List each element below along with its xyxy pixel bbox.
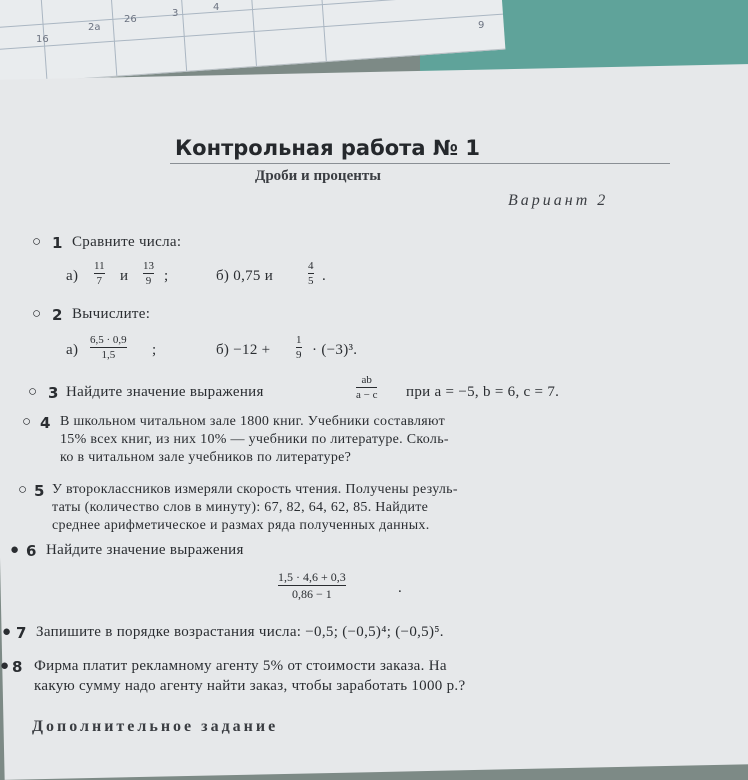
q6-fraction [278,570,346,601]
page-title: Контрольная работа № 1 [175,136,481,160]
q8-bullet: ● [0,658,10,674]
q2-number: 2 [52,306,63,324]
page-subtitle: Дроби и проценты [255,168,381,184]
q3-bullet: ○ [28,384,38,400]
q2b-fraction [296,334,302,361]
q5-bullet: ○ [18,482,28,498]
q4-line-3: ко в читальном зале учебников по литературе? [60,450,352,465]
q1a-denominator-1: 7 [96,275,103,287]
q6-end: . [398,580,403,596]
q1a-numerator-1: 11 [94,260,105,272]
q1a-denominator-2: 9 [145,275,152,287]
q2b-rest: · (−3)³. [312,342,358,358]
q1b-fraction [308,260,314,287]
additional-task-heading: Дополнительное задание [32,718,279,735]
q4-line-2: 15% всех книг, из них 10% — учебники по литературе. Сколь- [60,432,449,447]
q3-text: Найдите значение выражения [66,384,264,400]
q6-bullet: ● [10,542,20,558]
q2a-fraction [90,334,127,361]
q4-bullet: ○ [22,414,32,430]
q1a-fraction-1 [94,260,105,287]
q3-numerator: ab [361,374,372,386]
q1a-and: и [120,268,129,284]
q4-line-1: В школьном читальном зале 1800 книг. Учебники составляют [60,414,446,429]
q2-bullet: ○ [32,306,42,322]
q1-number: 1 [52,234,63,252]
q2a-numerator: 6,5 · 0,9 [90,334,127,346]
q8-line-1: Фирма платит рекламному агенту 5% от стоимости заказа. На [34,658,447,674]
q6-numerator: 1,5 · 4,6 + 0,3 [278,570,346,584]
q8-line-2: какую сумму надо агенту найти заказ, чтобы заработать 1000 р.? [34,678,466,694]
sheet-number: 3 [172,8,179,19]
q1-text: Сравните числа: [72,234,182,250]
q1a-label: а) [66,268,79,284]
sheet-number: 4 [213,2,220,13]
q2a-denominator: 1,5 [101,349,116,361]
q7-text: Запишите в порядке возрастания числа: −0,5; (−0,5)⁴; (−0,5)⁵. [36,624,444,640]
sheet-number: 9 [478,20,485,31]
q1b-numerator: 4 [308,260,314,272]
q2-text: Вычислите: [72,306,151,322]
q2b-numerator: 1 [296,334,302,346]
q5-line-1: У второклассников измеряли скорость чтения. Получены резуль- [52,482,458,497]
q6-number: 6 [26,542,37,560]
q3-rest: при a = −5, b = 6, c = 7. [406,384,560,400]
q7-number: 7 [16,624,27,642]
q3-denominator: a − c [356,389,378,401]
q5-line-2: таты (количество слов в минуту): 67, 82, 64, 62, 85. Найдите [52,500,429,515]
q8-number: 8 [12,658,23,676]
q6-text: Найдите значение выражения [46,542,244,558]
q1a-fraction-2 [143,260,154,287]
q5-line-3: среднее арифметическое и размах ряда полученных данных. [52,518,430,533]
sheet-number: 2a [88,22,101,33]
q3-number: 3 [48,384,59,402]
q3-fraction [356,374,377,401]
sheet-number: 16 [36,34,49,45]
q1a-end: ; [164,268,169,284]
q1b-end: . [322,268,327,284]
variant-label: Вариант 2 [508,192,609,209]
q4-number: 4 [40,414,51,432]
q7-bullet: ● [2,624,12,640]
sheet-number: 26 [124,14,137,25]
q1-bullet: ○ [32,234,42,250]
q2b-text: б) −12 + [216,342,271,358]
q2b-denominator: 9 [296,349,302,361]
q2a-label: а) [66,342,79,358]
q6-denominator: 0,86 − 1 [291,587,332,601]
q1b-denominator: 5 [308,275,314,287]
q5-number: 5 [34,482,45,500]
q2a-end: ; [152,342,157,358]
q1a-numerator-2: 13 [143,260,154,272]
title-divider [170,163,670,164]
q1b-label: б) 0,75 и [216,268,274,284]
